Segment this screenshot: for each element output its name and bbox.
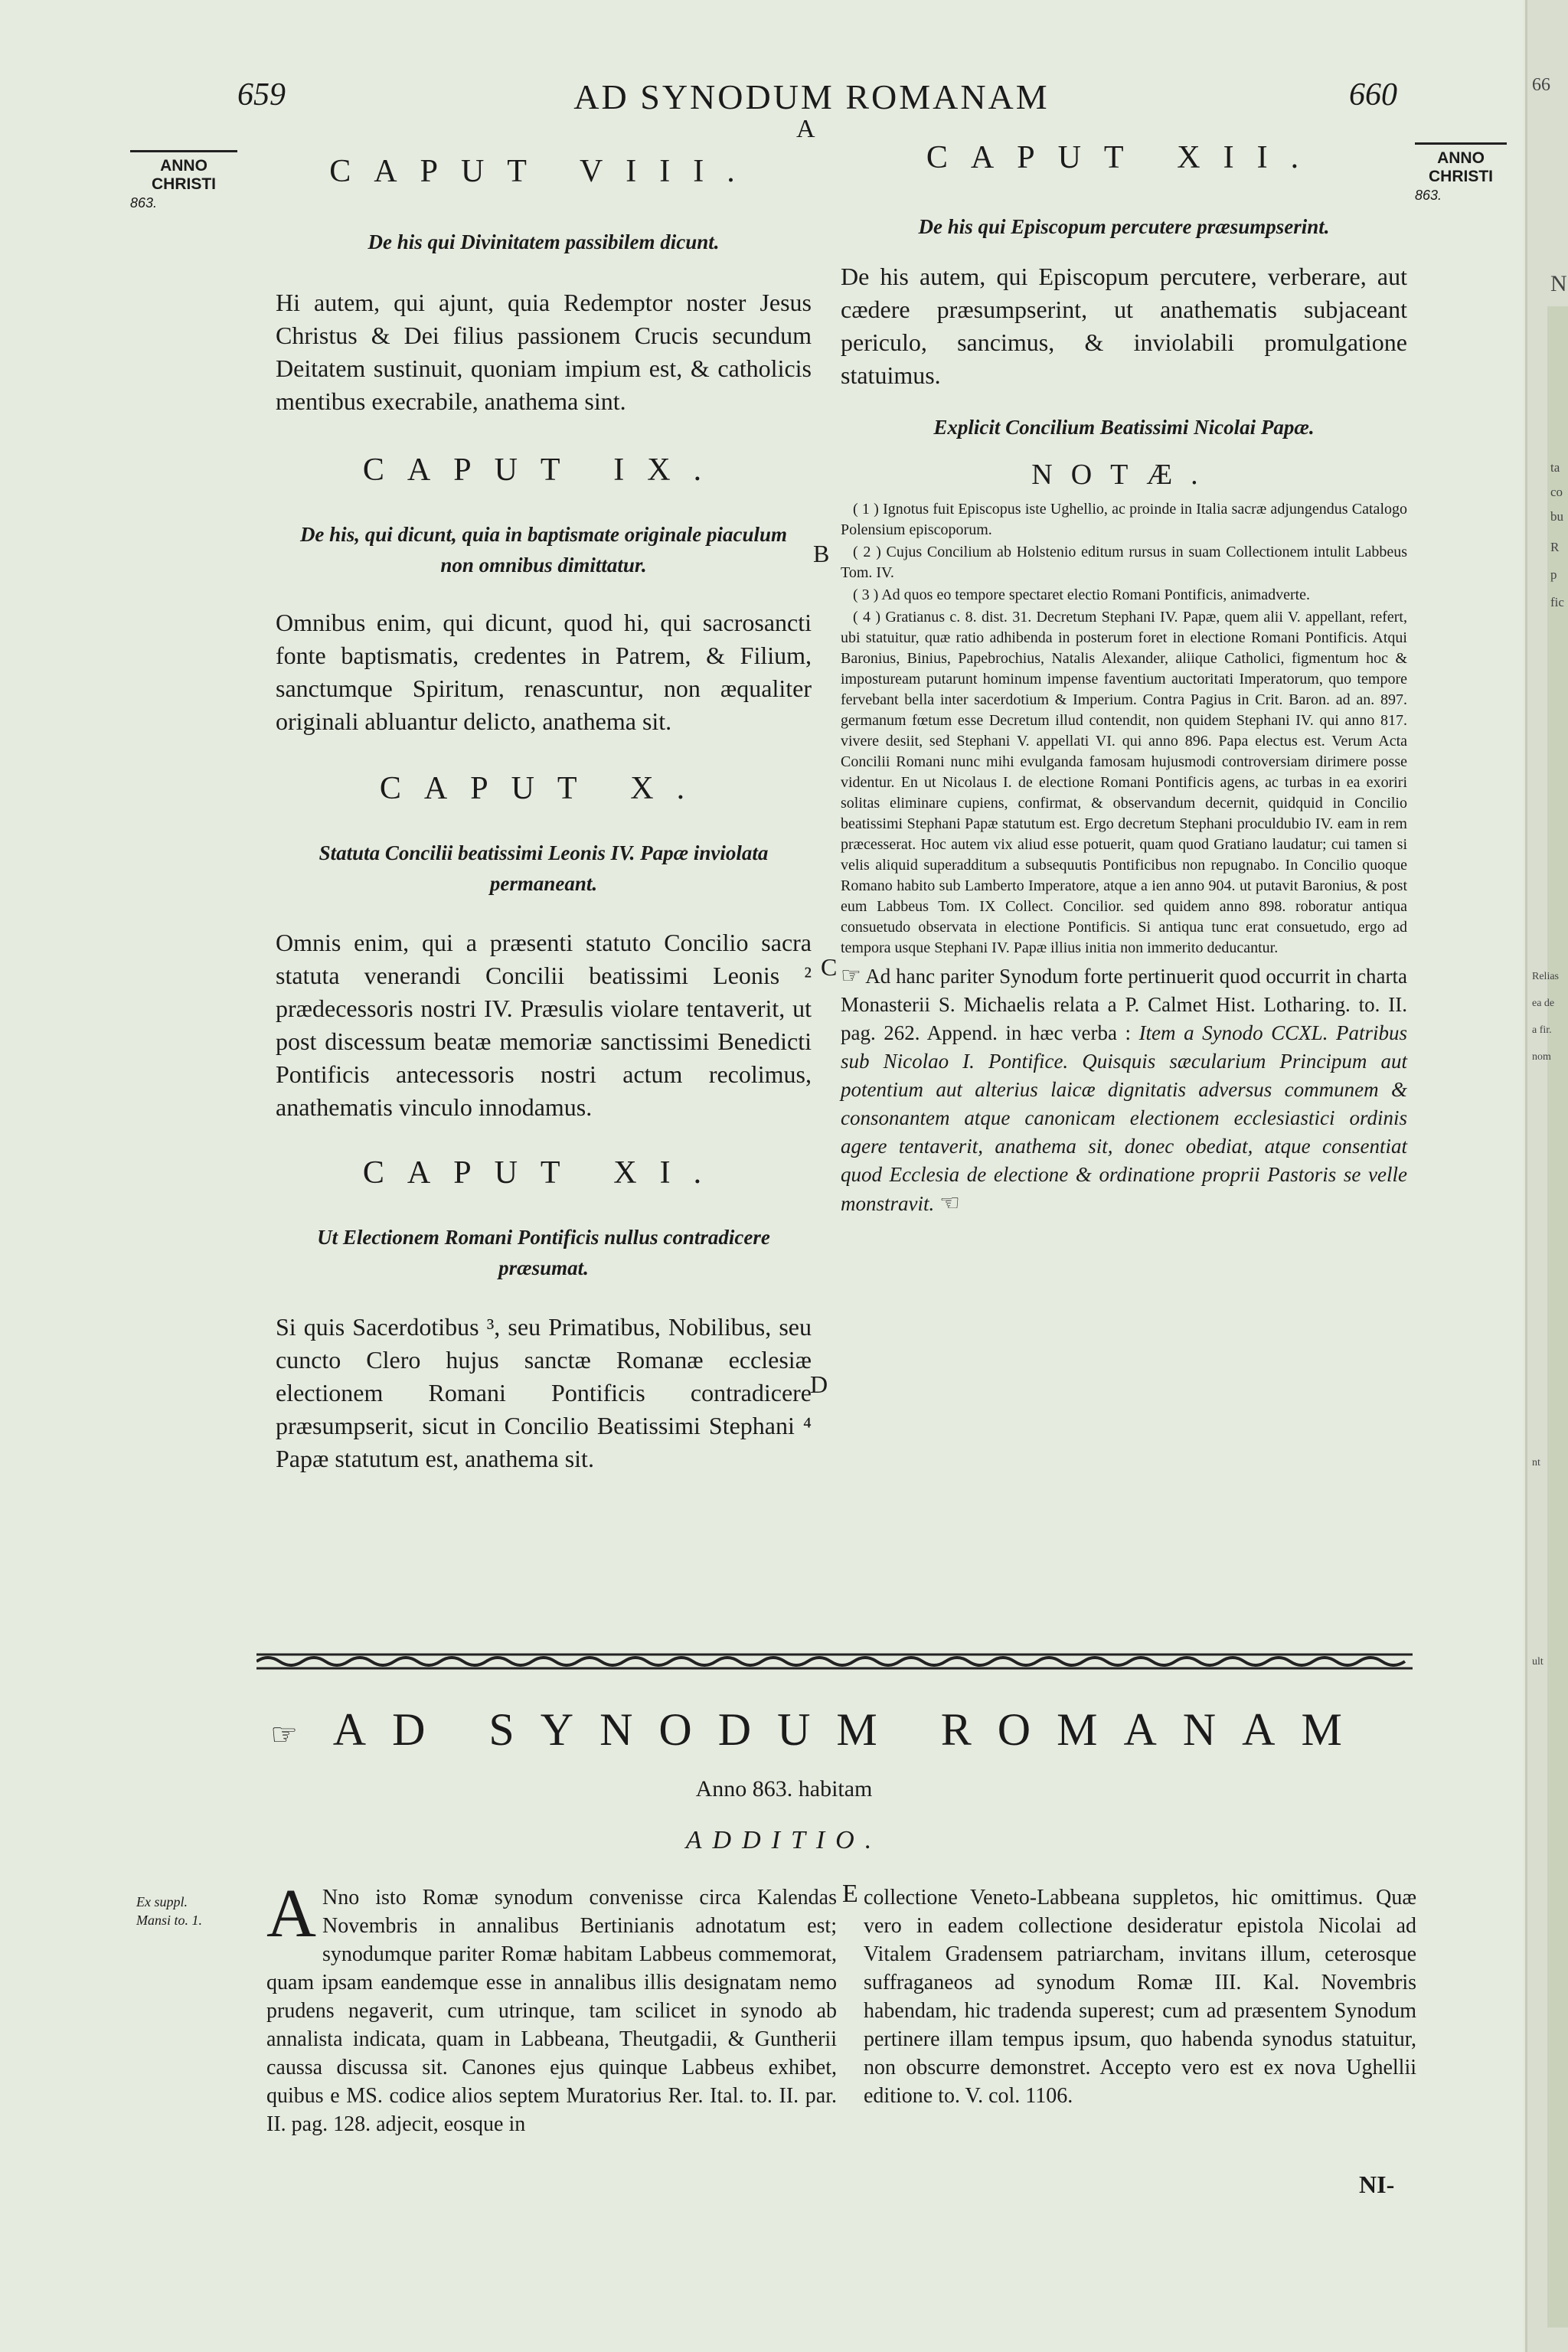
notae-heading: NOTÆ. [1031,459,1217,491]
edge-fragment: bu [1550,509,1563,524]
additio-right-text: collectione Veneto-Labbeana suppletos, hic omittimus. Quæ vero in eadem collectione desideratur epistola Nicolai ad Vitalem Gradensem patriarcham, invitans illum, ceterosque suffraganeos ad synodum Romæ III. Kal. Novembris habendam, hic tradenda superest; cum ad præsentem Synodum pertinere illam tempus ipsum, quo habenda synodus statuitur, non obscurre demonstret. Accepto vero est ex nova Ughellii editione to. V. col. 1106. [864,1886,1416,2108]
section-title-text: AD SYNODUM ROMANAM [332,1704,1368,1755]
section-letter-b: B [813,540,830,567]
sidenote-line-1: Ex suppl. [136,1894,188,1909]
section-letter-e: E [842,1880,858,1908]
section-anno: Anno 863. habitam [695,1776,873,1802]
caput-9-text: Omnibus enim, qui dicunt, quod hi, qui sacrosancti fonte baptismatis, credentes in Patrem, & Filium, sanctumque Spiritum, renascuntur, non æqualiter originali abluantur delicto, anathema sit. [276,609,812,735]
note-1: ( 1 ) Ignotus fuit Episcopus iste Ughellio, ac proinde in Italia sacræ adjungendus Catalogo Polensium episcoporum. [841,501,1407,538]
margin-rule [1415,142,1507,145]
drop-cap: A [266,1876,316,1952]
edge-fragment: ea de [1532,998,1555,1009]
caput-9-rubric: De his, qui dicunt, quia in baptismate originale piaculum non omnibus dimittatur. [299,523,788,577]
margin-anno: ANNO [160,157,207,175]
edge-fragment: a fir. [1532,1024,1552,1036]
notes-block [841,499,1407,959]
margin-christi: CHRISTI [1429,168,1493,185]
margin-christi: CHRISTI [152,175,216,193]
caput-10-rubric: Statuta Concilii beatissimi Leonis IV. Papæ inviolata permaneant. [318,841,769,895]
page-number-left: 659 [237,77,286,113]
caput-12-text: De his autem, qui Episcopum percutere, verberare, aut cædere præsumpserint, ut anathematis subjaceant periculo, sancimus, & inviolabili promulgatione statuimus. [841,263,1407,389]
caput-8-text: Hi autem, qui ajunt, quia Redemptor noster Jesus Christus & Dei filius passionem Crucis secundum Deitatem sustinuit, quoniam impium est, & catholicis mentibus execrabile, anathema sint. [276,289,812,415]
hand-paragraph-quote: Item a Synodo CCXL. Patribus sub Nicolao I. Pontifice. Quisquis sæcularium Principum aut potentium aut alterius laicæ dignitatis adversus communem & consonantem atque canonicam electionem ecclesiastici ordinis agere tentaverit, anathema sit, donec obediat, atque consentiat quod Ecclesia de electione & ordinatione proprii Pastoris se velle monstravit. [841,1021,1408,1215]
section-letter-a: A [796,115,815,143]
right-column [841,139,1407,1218]
edge-fragment: nt [1532,1457,1540,1468]
caput-12-rubric: De his qui Episcopum percutere præsumpserint. [918,215,1330,238]
margin-year: 863. [130,195,158,211]
margin-year: 863. [1415,188,1442,203]
edge-fragment: N [1550,271,1567,296]
margin-sidenote [136,1893,202,1929]
note-3: ( 3 ) Ad quos eo tempore spectaret electio Romani Pontificis, animadverte. [853,586,1311,603]
edge-fragment: p [1550,567,1557,582]
additio-left-text [266,1876,837,2138]
caput-10-text: Omnis enim, qui a præsenti statuto Concilio sacra statuta venerandi Concilii beatissimi Leonis ² prædecessoris nostri IV. Præsulis violare tentaverit, ut post discessum beatæ memoriæ sanctissimi Benedicti Pontificis antecessoris nostri actum recolimus, anathematis vinculo innodamus. [276,929,812,1121]
additio-left-body: Nno isto Romæ synodum convenisse circa Kalendas Novembris in annalibus Bertinianis adnotatum est; synodumque pariter Romæ habitam Labbeus commemorat, quam ipsam eandemque esse in annalibus illis designatam nemo prudens negaverit, cum utrinque, tam scilicet in synodo ab annalista indicata, quam in Labbeana, Theutgadii, & Guntherii caussa discussa sit. Canones ejus quinque Labbeus exhibet, quibus e MS. codice alios septem Muratorius Rer. Ital. to. II. par. II. pag. 128. adjecit, eosque in [266,1886,837,2136]
margin-anno-right [1415,142,1507,204]
left-column [276,153,812,1475]
additio-heading: ADDITIO. [685,1826,883,1854]
note-2: ( 2 ) Cujus Concilium ab Holstenio editum rursus in suam Collectionem intulit Labbeus Tom. IV. [841,544,1407,581]
caput-8-rubric: De his qui Divinitatem passibilem dicunt. [368,230,720,253]
section-title [214,1704,1424,1756]
hand-paragraph [841,962,1407,1218]
edge-fragment: 66 [1532,75,1550,95]
catchword: NI- [1359,2171,1395,2198]
pointing-hand-end-icon: ☜ [939,1191,960,1216]
edge-fragment: fic [1550,595,1564,609]
section-letter-d: D [810,1370,828,1398]
pointing-hand-title-icon: ☞ [270,1717,299,1752]
margin-rule [130,150,237,152]
edge-fragment: R [1550,540,1560,554]
edge-fragment: Relias [1532,971,1559,982]
edge-fragment: co [1550,485,1563,499]
caput-8-heading: CAPUT VIII. [329,154,758,189]
page-number-right: 660 [1349,77,1397,113]
hand-paragraph-text: Ad hanc pariter Synodum forte pertinuerit quod occurrit in charta Monasterii S. Michaelis relata a P. Calmet Hist. Lotharing. to. II. pag. 262. Append. in hæc verba : [841,965,1407,1044]
running-title: AD SYNODUM ROMANAM [573,77,1050,116]
caput-11-heading: CAPUT XI. [362,1155,725,1191]
edge-fragment: nom [1532,1051,1551,1063]
caput-12-heading: CAPUT XII. [926,140,1322,175]
ornamental-divider [256,1652,1413,1671]
pointing-hand-icon: ☞ [841,963,861,988]
edge-fragment: ult [1532,1656,1544,1668]
sidenote-line-2: Mansi to. 1. [136,1913,203,1928]
caput-11-text: Si quis Sacerdotibus ³, seu Primatibus, Nobilibus, seu cuncto Clero hujus sanctæ Romanæ ecclesiæ electionem Romani Pontificis contradicere præsumpserit, sicut in Concilio Beatissimi Stephani ⁴ Papæ statutum est, anathema sit. [276,1313,812,1472]
caput-10-heading: CAPUT X. [379,771,708,806]
caput-9-heading: CAPUT IX. [362,452,725,488]
margin-anno: ANNO [1437,149,1485,167]
caput-11-rubric: Ut Electionem Romani Pontificis nullus contradicere præsumat. [317,1226,770,1279]
additio-right-column [864,1883,1416,2110]
margin-anno-left [130,150,237,212]
explicit-line: Explicit Concilium Beatissimi Nicolai Papæ. [933,416,1315,439]
additio-left-column [266,1876,837,2138]
note-4: ( 4 ) Gratianus c. 8. dist. 31. Decretum Stephani IV. Papæ, quem alii V. appellant, refert, ubi statuitur, quæ ratio adhibenda in posterum foret in electione Romani Pontificis. Atqui Baronius, Binius, Papebrochius, Natalis Alexander, aliique Catholici, figmentum hoc & impostuream putarunt hominum impense faventium auctoritati Imperatorum, quo tempore fervebant bella inter sacerdotium & Imperium. Contra Pagius in Crit. Baron. ad an. 897. germanum fœtum esse Decretum illud contendit, non quidem Stephani IV. qui anno 817. vivere desiit, sed Stephani V. appellati VI. qui anno 896. Papa electus est. Verum Acta Concilii Romani nunc mihi evulganda famosam hujusmodi controversiam dirimere posse videntur. En ut Nicolaus I. de electione Romani Pontificis agens, ac turbas in ea exoriri solitas eliminare cupiens, confirmat, & observandum decernit, quidquid in Concilio beatissimi Stephani Papæ statutum est. Ergo decretum Stephani proculdubio IV. eam in rem præcesserat. Hoc autem vix aliud esse potuerit, quam quod Gratiano laudatur; cui tamen si velis aliquid superadditum a subsequutis Pontificibus non repugnabo. In Concilio quoque Romano habito sub Lamberto Imperatore, atque a ien anno 904. ut putavit Baronius, & post eum Labbeus Tom. IX Collect. Concilior. sed quidem anno 898. roboratur antiqua consuetudo observata in electione Pontificis. Si antiqua tunc erat consuetudo, ergo ad tempora usque Stephani IV. Papæ illius initia non immerito deducantur. [841,609,1407,956]
adjacent-page-edge [1525,0,1568,2352]
edge-fragment: ta [1550,460,1560,475]
section-letter-c: C [821,953,838,981]
